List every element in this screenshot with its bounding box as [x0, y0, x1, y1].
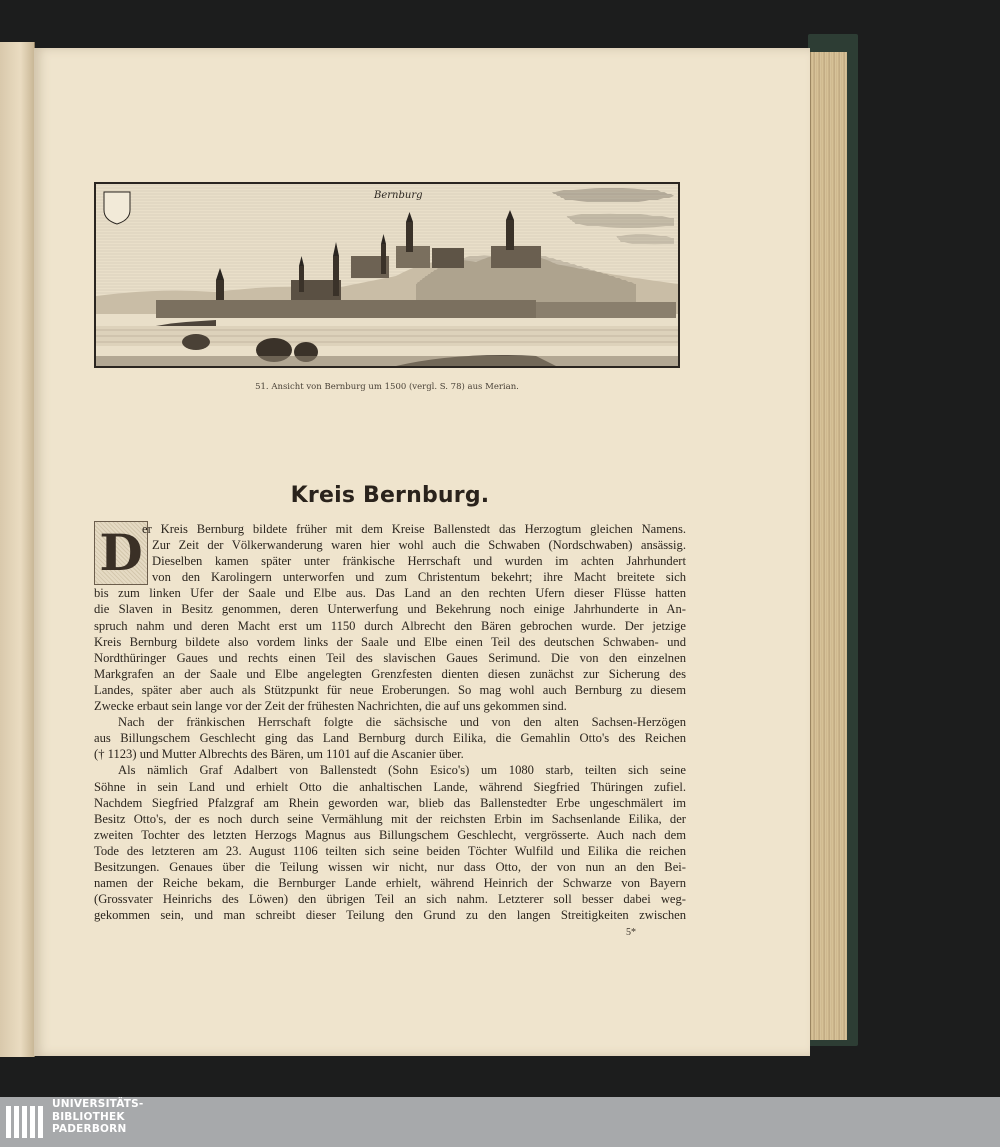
text-line: die Slaven in Besitz genommen, deren Unterwerfung und Bekehrung noch einige Jahrhunderte in An-	[94, 602, 686, 617]
text-line: er Kreis Bernburg bildete früher mit dem Kreise Ballenstedt das Herzogtum gleichen Namens.	[142, 522, 686, 536]
text-line: aus Billungschem Geschlecht ging das Land Bernburg durch Eilika, die Gemahlin Otto's des Reichen	[94, 731, 686, 746]
body-text	[94, 521, 686, 923]
text-line: namen der Reiche bekam, die Bernburger Lande erhielt, während Heinrich der Schwarze von Bayern	[94, 876, 686, 891]
text-line: zweiten Tochter des letzten Herzogs Magnus aus Billungschem Geschlecht, vergrösserte. Auch nach dem	[94, 827, 686, 842]
text-line: († 1123) und Mutter Albrechts des Bären, um 1101 auf die Ascanier über.	[94, 747, 464, 762]
text-line: Zwecke erbaut sein lange vor der Zeit der frühesten Nachrichten, die auf uns gekommen sind.	[94, 699, 567, 714]
text-line: von den Karolingern unterworfen und zum Christentum bekehrt; ihre Macht breitete sich	[152, 570, 686, 585]
engraving-label: Bernburg	[374, 190, 423, 201]
text-line: (Grossvater Heinrichs des Löwen) den übrigen Teil an sich nahm. Letzterer soll besser dabei weg-	[94, 892, 686, 907]
text-line: Nach der fränkischen Herrschaft folgte die sächsische und von den alten Sachsen-Herzögen	[118, 715, 686, 730]
footer-bar	[0, 1097, 1000, 1147]
text-line: gekommen sein, und man schreibt dieser Teilung den Grund zu den langen Streitigkeiten zwischen	[94, 908, 686, 923]
text-line: Dieselben kamen später unter fränkische Herrschaft und wurden im achten Jahrhundert	[152, 554, 686, 569]
text-line: Landes, später aber auch als Stützpunkt für neue Eroberungen. So mag wohl auch Bernburg zu diesem	[94, 682, 686, 697]
text-line: Als nämlich Graf Adalbert von Ballenstedt (Sohn Esico's) um 1080 starb, teilten sich seine	[118, 763, 686, 778]
text-line: Nachdem Siegfried Pfalzgraf am Rhein geworden war, blieb das Ballenstedter Erbe ungeschmälert im	[94, 795, 686, 810]
drop-cap-letter: D	[99, 523, 143, 582]
figure-caption: 51. Ansicht von Bernburg um 1500 (vergl. S. 78) aus Merian.	[255, 382, 519, 392]
text-line: spruch nahm und deren Macht erst um 1150 durch Albrecht den Bären gebrochen wurde. Der jetzige	[94, 618, 686, 633]
text-line: Besitz Otto's, der es noch durch seine Vermählung mit der reichsten Erbin im Sachsenlande Eilika, der	[94, 811, 686, 826]
engraving-illustration	[96, 184, 678, 366]
left-page-edge	[0, 42, 35, 1057]
page-stack	[810, 52, 847, 1040]
page-title: Kreis Bernburg.	[290, 483, 490, 508]
library-logo-icon	[4, 1102, 48, 1142]
text-line: Besitzungen. Genaues über die Teilung wissen wir nicht, nur dass Otto, der von nun an den Bei-	[94, 859, 686, 874]
text-line: Söhne in sein Land und erhielt Otto die anhaltischen Lande, während Siegfried Thüringen zufiel.	[94, 779, 686, 794]
text-line: Zur Zeit der Völkerwanderung waren hier wohl auch die Schwaben (Nordschwaben) ansässig.	[152, 538, 686, 553]
bernburg-engraving	[94, 182, 680, 368]
logo-line: PADERBORN	[52, 1123, 127, 1135]
text-line: Kreis Bernburg bildete also vordem links der Saale und Elbe einen Teil des deutschen Schwaben- und	[94, 634, 686, 649]
text-line: bis zum linken Ufer der Saale und Elbe aus. Das Land an den rechten Ufern dieser Flüsse hatten	[94, 586, 686, 601]
text-line: Markgrafen an der Saale und Elbe angelegten Grenzfesten dienten diesen zunächst zur Sicherung des	[94, 666, 686, 681]
library-logo-text	[52, 1098, 143, 1136]
logo-line: BIBLIOTHEK	[52, 1110, 125, 1123]
text-line: Nordthüringer Gaues und rechts einen Teil des slavischen Gaues Serimund. Die von den einzelnen	[94, 650, 686, 665]
text-line: Tode des letzteren am 23. August 1106 teilten sich seine beiden Töchter Wulfild und Eilika die reichen	[94, 843, 686, 858]
page-number: 5*	[626, 927, 636, 938]
logo-line: UNIVERSITÄTS-	[52, 1098, 144, 1110]
